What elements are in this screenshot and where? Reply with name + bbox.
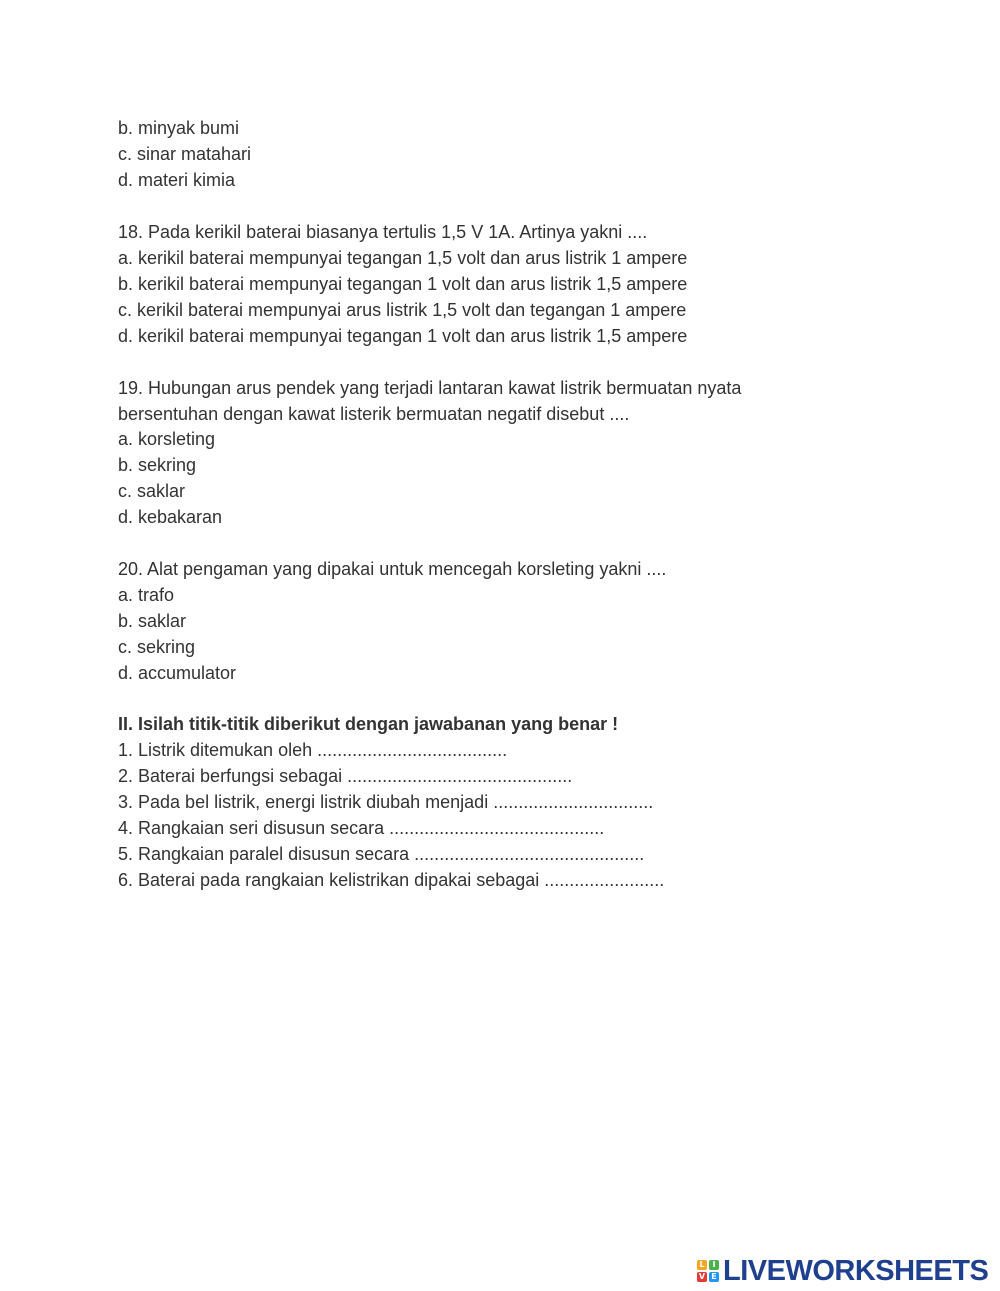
liveworksheets-logo-icon	[697, 1260, 719, 1282]
logo-square-e: E	[709, 1272, 719, 1282]
q19-option-b: b. sekring	[118, 455, 197, 475]
fill-in-item-2: 2. Baterai berfungsi sebagai .............................................	[118, 766, 573, 786]
fill-in-item-6: 6. Baterai pada rangkaian kelistrikan dipakai sebagai ........................	[118, 870, 665, 890]
q19-option-c: c. saklar	[118, 481, 186, 501]
fill-in-item-3: 3. Pada bel listrik, energi listrik diubah menjadi ................................	[118, 792, 654, 812]
q17-option-d: d. materi kimia	[118, 170, 236, 190]
q18-option-d: d. kerikil baterai mempunyai tegangan 1 volt dan arus listrik 1,5 ampere	[118, 326, 688, 346]
fill-in-item-4: 4. Rangkaian seri disusun secara ...........................................	[118, 818, 605, 838]
q20-option-c: c. sekring	[118, 637, 196, 657]
q20-option-b: b. saklar	[118, 611, 187, 631]
q18-option-a: a. kerikil baterai mempunyai tegangan 1,5 volt dan arus listrik 1 ampere	[118, 248, 688, 268]
logo-square-l: L	[697, 1260, 707, 1270]
q20-option-a: a. trafo	[118, 585, 175, 605]
q20-option-d: d. accumulator	[118, 663, 237, 683]
section2-heading: II. Isilah titik-titik diberikut dengan jawabanan yang benar !	[118, 714, 619, 734]
q18-option-c: c. kerikil baterai mempunyai arus listrik 1,5 volt dan tegangan 1 ampere	[118, 300, 687, 320]
q17-option-c: c. sinar matahari	[118, 144, 252, 164]
fill-in-item-5: 5. Rangkaian paralel disusun secara ..............................................	[118, 844, 645, 864]
q19-option-a: a. korsleting	[118, 429, 216, 449]
fill-in-item-1: 1. Listrik ditemukan oleh ......................................	[118, 740, 508, 760]
logo-square-i: I	[709, 1260, 719, 1270]
q18-option-b: b. kerikil baterai mempunyai tegangan 1 volt dan arus listrik 1,5 ampere	[118, 274, 688, 294]
q20-question: 20. Alat pengaman yang dipakai untuk mencegah korsleting yakni ....	[118, 559, 667, 579]
q19-question-line1: 19. Hubungan arus pendek yang terjadi lantaran kawat listrik bermuatan nyata	[118, 378, 742, 398]
q19-question-line2: bersentuhan dengan kawat listerik bermuatan negatif disebut ....	[118, 404, 630, 424]
q18-question: 18. Pada kerikil baterai biasanya tertulis 1,5 V 1A. Artinya yakni ....	[118, 222, 648, 242]
q19-option-d: d. kebakaran	[118, 507, 223, 527]
logo-square-v: V	[698, 1272, 706, 1281]
liveworksheets-logo	[697, 1254, 988, 1288]
q17-option-b: b. minyak bumi	[118, 118, 240, 138]
liveworksheets-logo-text: LIVEWORKSHEETS	[723, 1254, 989, 1287]
